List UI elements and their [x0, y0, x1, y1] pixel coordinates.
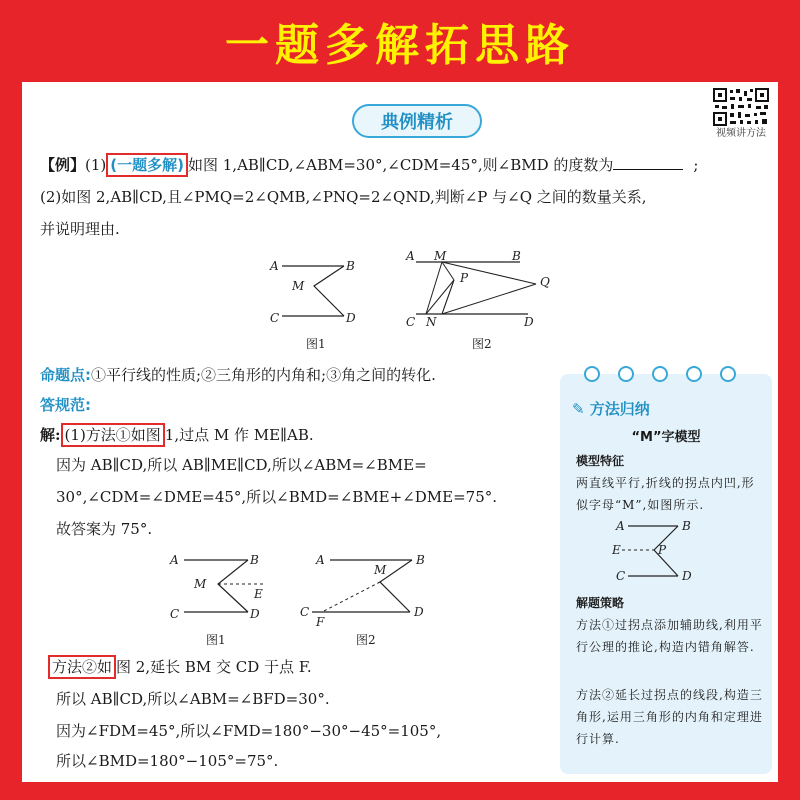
solution-line-6: 所以 AB∥CD,所以∠ABM=∠BFD=30°.	[56, 690, 330, 708]
problem-part1-prefix: (1)	[85, 156, 107, 174]
sol-fig2-label-a: A	[316, 553, 325, 567]
sol-fig2-label-m: M	[374, 563, 387, 577]
problem-line-1	[40, 154, 698, 176]
sol-fig1-label-b: B	[250, 553, 259, 567]
problem-part1-text: 如图 1,AB∥CD,∠ABM=30°,∠CDM=45°,则∠BMD 的度数为	[187, 156, 614, 174]
solution-line-3: 30°,∠CDM=∠DME=45°,所以∠BMD=∠BME+∠DME=75°.	[56, 488, 498, 506]
binder-ring-icon	[720, 366, 736, 382]
one-problem-tag-text: (一题多解)	[110, 156, 184, 174]
sol-fig1-label-c: C	[170, 607, 180, 621]
problem-part1-end: ;	[693, 156, 699, 174]
knowledge-text: ①平行线的性质;②三角形的内角和;③角之间的转化.	[91, 366, 436, 384]
fig2-label-b: B	[512, 250, 521, 263]
side-fig-label-a: A	[616, 519, 625, 533]
fig2-label-n: N	[426, 315, 437, 329]
sol-fig1-label-d: D	[250, 607, 260, 621]
banner-title: 一题多解拓思路	[225, 20, 575, 71]
strategy-2: 方法②延长过拐点的线段,构造三角形,运用三角形的内角和定理进行计算.	[576, 688, 763, 746]
method2-box	[48, 655, 116, 679]
fig2-label-q: Q	[540, 275, 550, 289]
section-title-badge	[352, 104, 482, 138]
knowledge-label: 命题点:	[40, 366, 91, 384]
binder-ring-icon	[652, 366, 668, 382]
model-title: “M”字模型	[631, 430, 701, 445]
side-fig-label-b: B	[682, 519, 691, 533]
sol-fig2-label-b: B	[416, 553, 425, 567]
sol-fig2-label-f: F	[316, 615, 325, 629]
solution-figure-2	[294, 548, 434, 652]
fig1-label-a: A	[270, 259, 279, 273]
problem-line-2: (2)如图 2,AB∥CD,且∠PMQ=2∠QMB,∠PNQ=2∠QND,判断∠P 与∠Q 之间的数量关系,	[40, 188, 647, 206]
qr-code-icon[interactable]	[712, 87, 770, 127]
sol-fig2-label-c: C	[300, 605, 310, 619]
solution-line-8: 所以∠BMD=180°−105°=75°.	[56, 752, 279, 770]
problem-label: 【例】	[40, 156, 86, 174]
sol-fig1-label-m: M	[194, 577, 207, 591]
solution-line-2: 因为 AB∥CD,所以 AB∥ME∥CD,所以∠ABM=∠BME=	[56, 456, 427, 474]
answer-label: 答规范:	[40, 396, 91, 414]
strategy-1: 方法①过拐点添加辅助线,利用平行公理的推论,构造内错角解答.	[576, 618, 763, 654]
method2-box-text: 方法②如	[52, 658, 113, 676]
fig2-label-d: D	[524, 315, 534, 329]
solution-label: 解:	[40, 426, 61, 444]
sol-fig1-label-a: A	[170, 553, 179, 567]
one-problem-tag	[106, 153, 188, 177]
fig2-label-a: A	[406, 250, 415, 263]
fig2-label-p: P	[460, 271, 469, 285]
fig2-caption: 图2	[472, 337, 492, 351]
binder-ring-icon	[618, 366, 634, 382]
fig2-label-m: M	[434, 250, 447, 263]
problem-figure-2	[402, 250, 562, 354]
m-model-figure	[612, 516, 732, 596]
qr-caption: 视频讲方法	[716, 128, 766, 139]
sol-fig1-caption: 图1	[206, 633, 226, 647]
problem-line-3: 并说明理由.	[40, 220, 120, 238]
method1-box	[61, 423, 165, 447]
side-fig-label-d: D	[682, 569, 692, 583]
section-title: 典例精析	[381, 112, 453, 133]
sol-fig2-label-d: D	[414, 605, 424, 619]
fig2-label-c: C	[406, 315, 416, 329]
answer-blank	[613, 156, 683, 170]
side-fig-label-p: P	[658, 543, 667, 557]
feature-title: 模型特征	[576, 454, 625, 468]
side-fig-label-e: E	[612, 543, 621, 557]
strategy-title: 解题策略	[576, 596, 625, 610]
sol-fig1-label-e: E	[254, 587, 263, 601]
method1-box-text: (1)方法①如图	[64, 426, 161, 444]
banner	[0, 0, 800, 82]
method-summary-card	[560, 374, 772, 774]
solution-line-5	[48, 656, 312, 678]
problem-figure-1	[262, 254, 372, 354]
solution-figure-1	[164, 548, 288, 652]
page-content	[22, 82, 778, 782]
binder-ring-icon	[686, 366, 702, 382]
pencil-icon: ✎	[572, 400, 590, 418]
solution-line-4: 故答案为 75°.	[56, 520, 153, 538]
fig1-label-c: C	[270, 311, 280, 325]
binder-ring-icon	[584, 366, 600, 382]
solution-line-1	[40, 424, 314, 446]
fig1-label-m: M	[292, 279, 305, 293]
side-fig-label-c: C	[616, 569, 626, 583]
fig1-label-d: D	[346, 311, 356, 325]
solution-line-7: 因为∠FDM=45°,所以∠FMD=180°−30°−45°=105°,	[56, 722, 442, 740]
method2-text: 图 2,延长 BM 交 CD 于点 F.	[116, 658, 312, 676]
method-summary-heading	[572, 398, 650, 419]
feature-text: 两直线平行,折线的拐点内凹,形似字母“M”,如图所示.	[576, 476, 755, 512]
method-summary-title: 方法归纳	[589, 400, 650, 418]
knowledge-line	[40, 364, 436, 386]
fig1-label-b: B	[346, 259, 355, 273]
sol-fig2-caption: 图2	[356, 633, 376, 647]
method1-text: 1,过点 M 作 ME∥AB.	[164, 426, 314, 444]
fig1-caption: 图1	[306, 337, 326, 351]
answer-line	[40, 394, 91, 416]
